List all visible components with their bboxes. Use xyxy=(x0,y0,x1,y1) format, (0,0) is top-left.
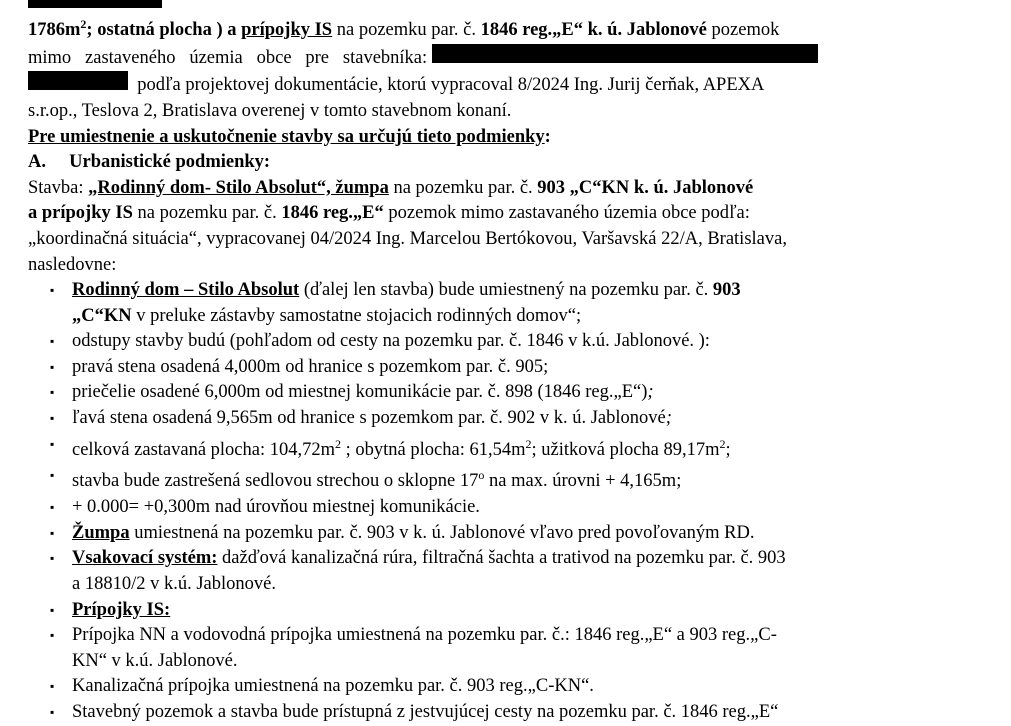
stavba-pripojky: a prípojky IS xyxy=(28,203,133,224)
list-item-text xyxy=(72,432,983,464)
list-item xyxy=(28,355,983,381)
bullet-icon: ▪ xyxy=(50,704,55,719)
redaction-block-1 xyxy=(432,44,818,63)
plocha-sup-1: 2 xyxy=(335,436,342,451)
bullet-icon: ▪ xyxy=(50,334,55,349)
list-item-text xyxy=(72,623,983,674)
bullet-icon: ▪ xyxy=(50,359,55,374)
stavba-line2-b: na pozemku par. č. xyxy=(132,203,282,224)
list-item-text: Stavebný pozemok a stavba bude prístupná z jestvujúcej cesty na pozemku par. č. 1846 reg.„E“ xyxy=(72,701,779,722)
conditions-heading xyxy=(28,125,983,151)
lava-stena-text: ľavá stena osadená 9,565m od hranice s pozemkom par. č. 902 v k. ú. Jablonové xyxy=(72,408,666,429)
zumpa-label: Žumpa xyxy=(72,522,130,543)
bullet-icon: ▪ xyxy=(50,525,55,540)
stavba-line-3: „koordinačná situácia“, vypracovanej 04/2024 Ing. Marcelou Bertókovou, Varšavská 22/A, Bratislava, xyxy=(28,228,787,249)
line3-text: podľa projektovej dokumentácie, ktorú vypracoval 8/2024 Ing. Jurij čerňak, APEXA xyxy=(128,75,765,96)
list-item xyxy=(28,329,983,355)
vsakovaci-cont: a 18810/2 v k.ú. Jablonové. xyxy=(72,573,276,594)
strecha-deg: o xyxy=(478,468,485,483)
stavba-line-4: nasledovne: xyxy=(28,254,117,275)
bullet-icon: ▪ xyxy=(50,283,55,298)
conditions-heading-colon: : xyxy=(544,126,551,147)
paragraph-line-4: s.r.op., Teslova 2, Bratislava overenej v tomto stavebnom konaní. xyxy=(28,100,512,121)
list-item xyxy=(28,674,983,700)
bullet-icon: ▪ xyxy=(50,551,55,566)
plocha-3: ; užitková plocha 89,17m xyxy=(531,439,720,460)
bullet-icon: ▪ xyxy=(50,436,55,451)
bullet-icon: ▪ xyxy=(50,602,55,617)
bullet-icon: ▪ xyxy=(50,385,55,400)
vsakovaci-desc: dažďová kanalizačná rúra, filtračná šachta a trativod na pozemku par. č. 903 xyxy=(217,548,786,569)
list-item-text xyxy=(72,598,983,624)
section-a xyxy=(28,150,983,176)
bullet-icon: ▪ xyxy=(50,628,55,643)
parcel-1846-ref: 1846 reg.„E“ k. ú. Jablonové xyxy=(480,20,707,41)
conditions-heading-text: Pre umiestnenie a uskutočnenie stavby sa určujú tieto podmienky xyxy=(28,126,545,147)
stavba-rest-1: na pozemku par. č. xyxy=(388,177,538,198)
strecha-1: stavba bude zastrešená sedlovou strechou o sklopne 17 xyxy=(72,471,479,492)
list-item-text xyxy=(72,546,983,597)
list-item xyxy=(28,463,983,495)
rd-ckn: „C“KN xyxy=(72,305,132,326)
list-item xyxy=(28,278,983,329)
rd-ckn-rest: v preluke zástavby samostatne stojacich rodinných domov“; xyxy=(131,305,582,326)
list-item-text xyxy=(72,278,983,329)
list-item-text: + 0.000= +0,300m nad úrovňou miestnej komunikácie. xyxy=(72,497,480,518)
list-item xyxy=(28,380,983,406)
stavba-label: Stavba: xyxy=(28,177,84,198)
list-item xyxy=(28,432,983,464)
bullet-icon: ▪ xyxy=(50,468,55,483)
stavba-line-1 xyxy=(28,176,983,202)
paragraph-line-2 xyxy=(28,44,983,72)
list-item xyxy=(28,406,983,432)
stavba-line2-d: pozemok mimo zastavaného územia obce podľa: xyxy=(383,203,750,224)
plocha-4: ; xyxy=(725,439,731,460)
pripojka-nn: Prípojka NN a vodovodná prípojka umiestnená na pozemku par. č.: 1846 reg.„E“ a 903 reg.„C- xyxy=(72,625,777,646)
plocha-2: ; obytná plocha: 61,54m xyxy=(341,439,526,460)
list-item xyxy=(28,495,983,521)
vsakovaci-system-label: Vsakovací systém: xyxy=(72,548,218,569)
pripojky-is-heading: Prípojky IS: xyxy=(72,599,171,620)
area-value: $1786m^2$; ostatná plocha ) a xyxy=(28,17,242,41)
rd-desc: (ďalej len stavba) bude umiestnený na pozemku par. č. xyxy=(299,280,713,301)
strecha-2: na max. úrovni + 4,165m; xyxy=(484,471,682,492)
list-item xyxy=(28,546,983,597)
list-item-text: Kanalizačná prípojka umiestnená na pozemku par. č. 903 reg.„C-KN“. xyxy=(72,676,594,697)
stavba-line-2 xyxy=(28,201,983,227)
plocha-sup-2: 2 xyxy=(525,436,532,451)
plocha-1: celková zastavaná plocha: 104,72m xyxy=(72,439,336,460)
rd-parcel: 903 xyxy=(712,280,741,301)
priecelie-text: priečelie osadené 6,000m od miestnej komunikácie par. č. 898 (1846 reg.„E“) xyxy=(72,382,648,403)
list-item-text xyxy=(72,406,983,432)
plocha-sup-3: 2 xyxy=(719,436,726,451)
section-a-letter: A. xyxy=(28,152,46,173)
lava-stena-semicolon: ; xyxy=(665,408,672,429)
list-item xyxy=(28,700,983,726)
line1-mid: na pozemku par. č. xyxy=(332,20,481,41)
bullet-icon: ▪ xyxy=(50,500,55,515)
priecelie-semicolon: ; xyxy=(647,382,654,403)
stavba-name: „Rodinný dom- Stilo Absolut“, žumpa xyxy=(88,177,389,198)
section-a-title: Urbanistické podmienky: xyxy=(69,152,271,173)
list-item xyxy=(28,598,983,624)
line2-text: mimo zastaveného územia obce pre stavebníka: xyxy=(28,47,432,68)
list-item-text xyxy=(72,380,983,406)
zumpa-desc: umiestnená na pozemku par. č. 903 v k. ú. Jablonové vľavo pred povoľovaným RD. xyxy=(129,522,755,543)
stavba-parcel-1846: 1846 reg.„E“ xyxy=(281,203,384,224)
paragraph-line-1 xyxy=(28,12,983,44)
clipped-top-line-text xyxy=(28,0,177,12)
bullet-icon: ▪ xyxy=(50,411,55,426)
rodinny-dom-label: Rodinný dom – Stilo Absolut xyxy=(72,280,300,301)
list-item-text xyxy=(72,521,983,547)
bullet-icon: ▪ xyxy=(50,679,55,694)
paragraph-line-3 xyxy=(28,71,983,99)
list-item-text: pravá stena osadená 4,000m od hranice s pozemkom par. č. 905; xyxy=(72,356,549,377)
list-item xyxy=(28,623,983,674)
list-item-text xyxy=(72,463,983,495)
redaction-block-2 xyxy=(28,71,128,90)
list-item-text: odstupy stavby budú (pohľadom od cesty na pozemku par. č. 1846 v k.ú. Jablonové. ): xyxy=(72,331,710,352)
clipped-top-line xyxy=(28,0,983,12)
list-item xyxy=(28,521,983,547)
pripojky-is-label: prípojky IS xyxy=(241,20,333,41)
pripojka-nn-cont: KN“ v k.ú. Jablonové. xyxy=(72,650,238,671)
line1-end: pozemok xyxy=(706,20,780,41)
stavba-parcel-903: 903 „C“KN k. ú. Jablonové xyxy=(537,177,754,198)
